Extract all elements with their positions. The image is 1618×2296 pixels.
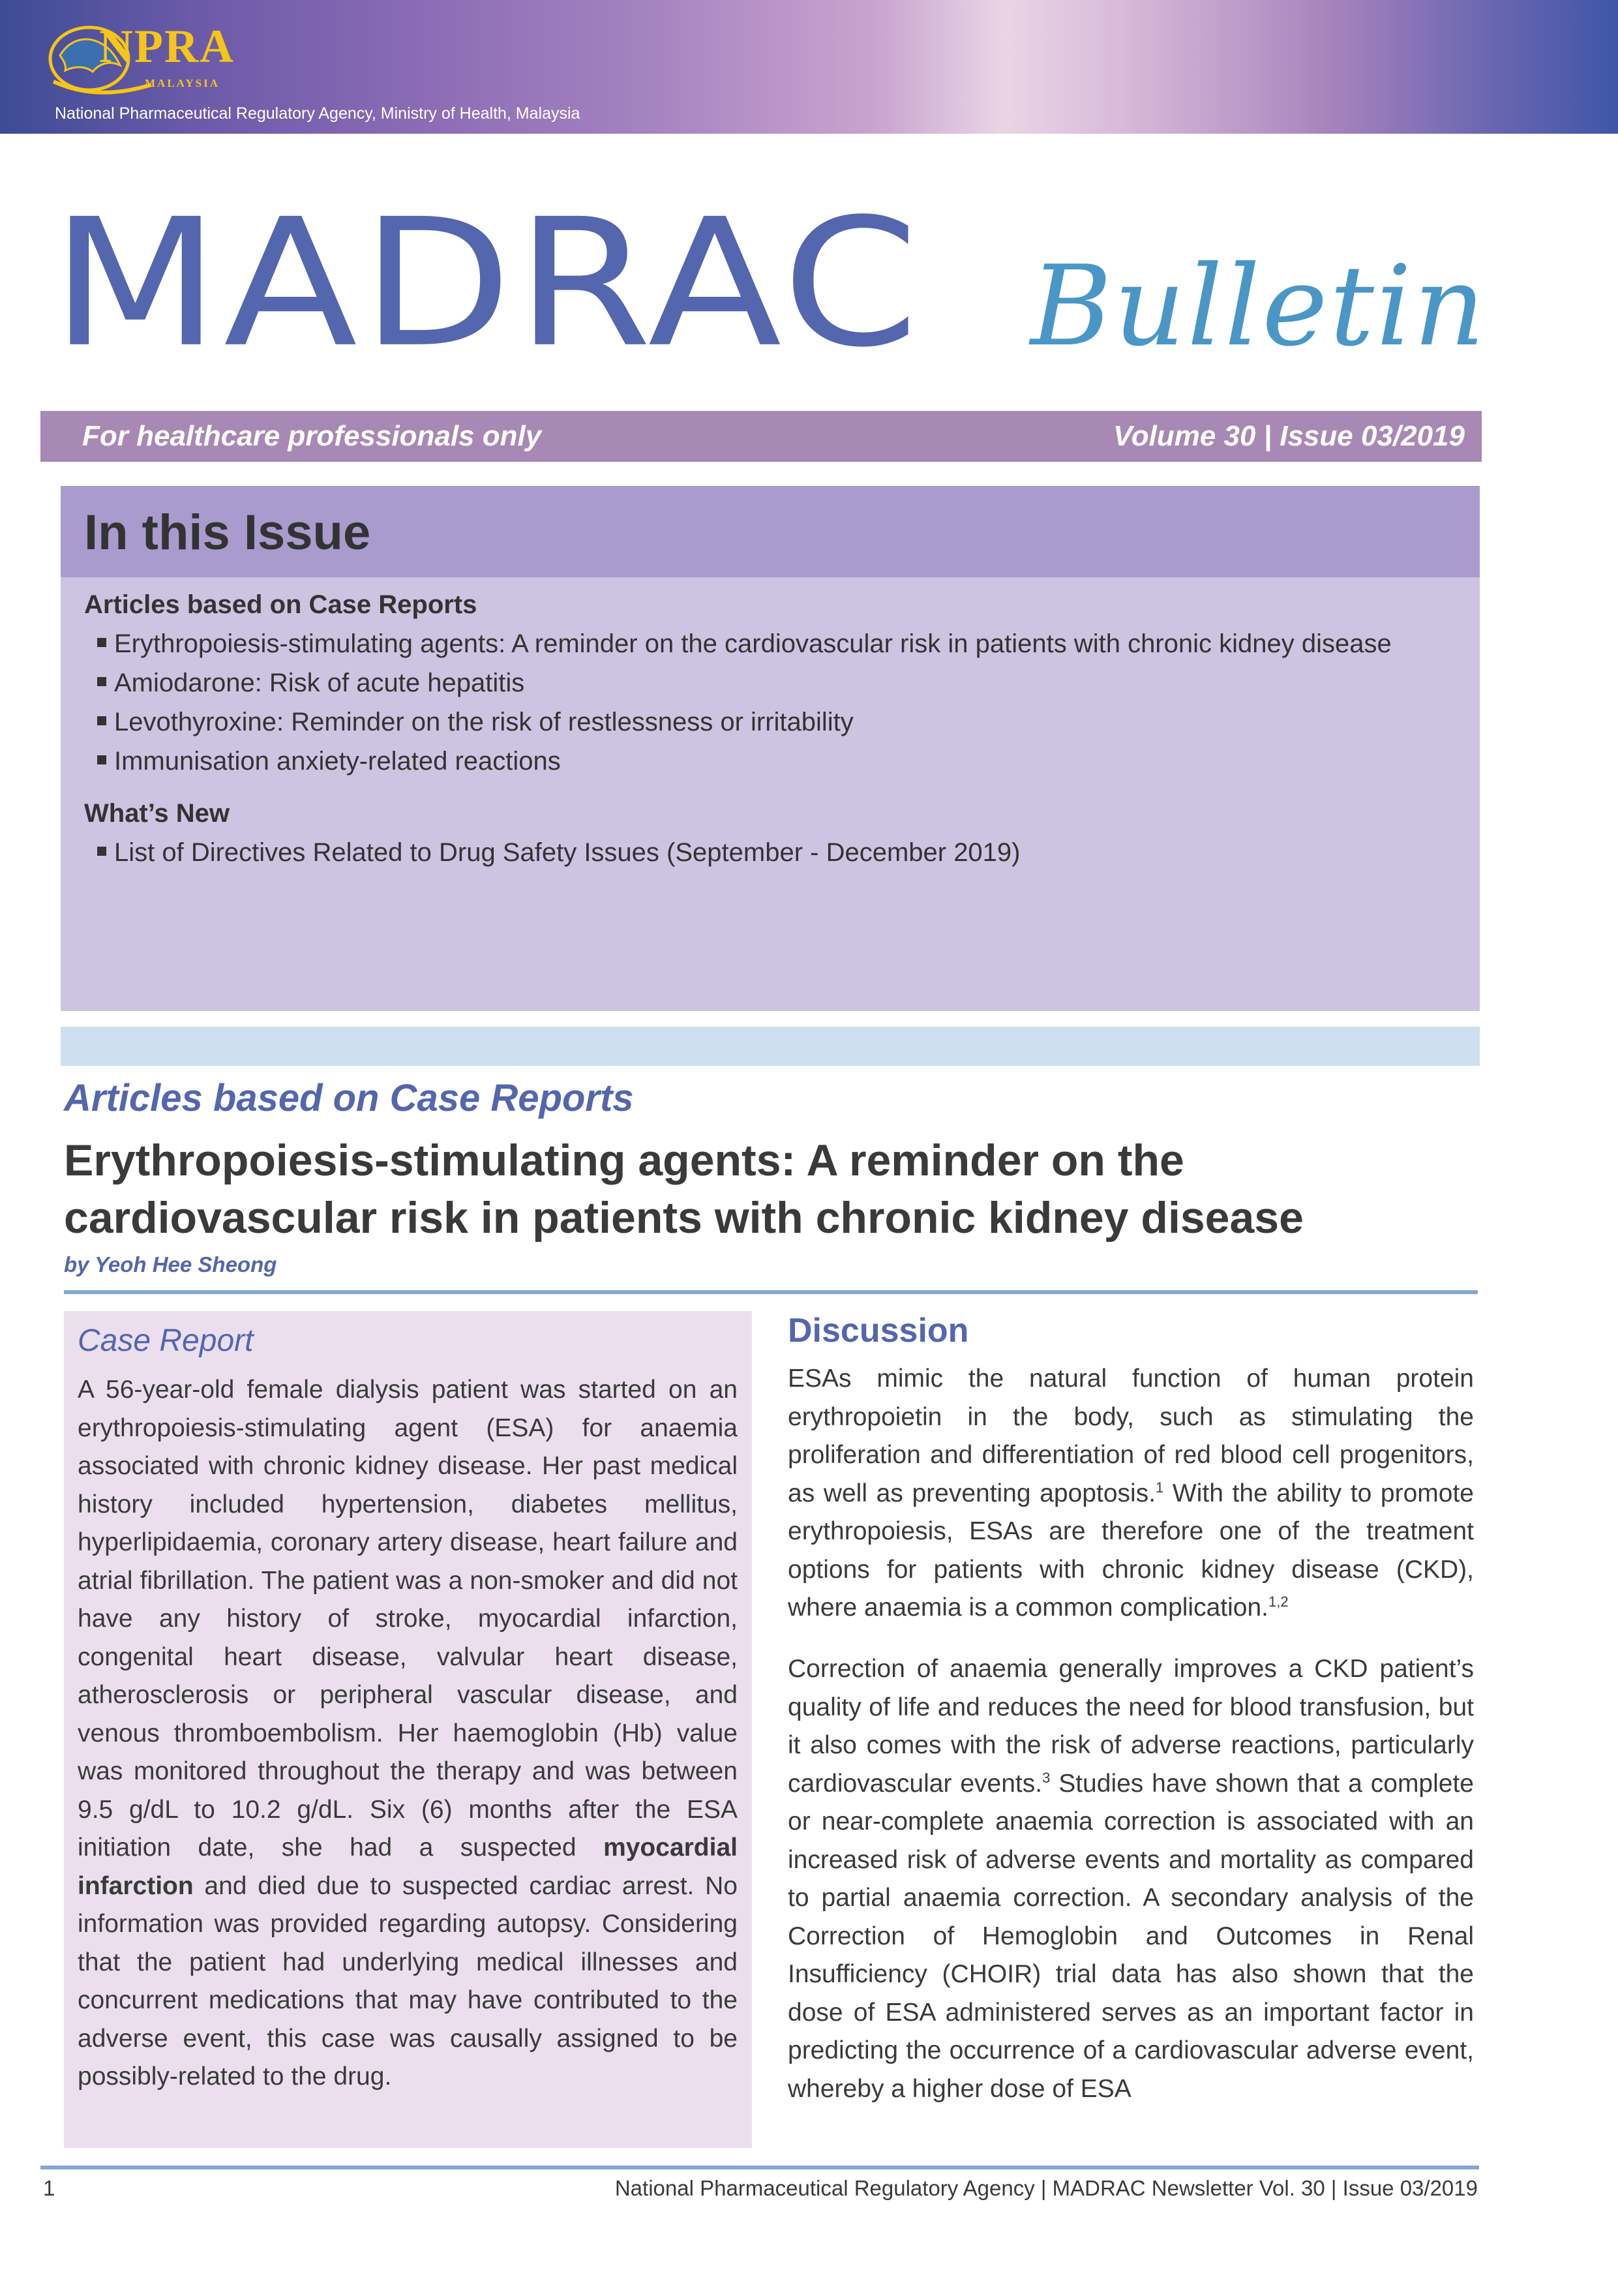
in-this-issue-header xyxy=(61,486,1480,577)
case-report-body: A 56-year-old female dialysis patient was started on an erythropoiesis-stimulating agent (ESA) for anaemia associated with chronic kidney disease. Her past medical history included hypertension, diabetes mellitus, hyperlipidaemia, coronary artery disease, heart failure and atrial fibrillation. The patient was a non-smoker and did not have any history of stroke, myocardial infarction, congenital heart disease, valvular heart disease, atherosclerosis or peripheral vascular disease, and venous thromboembolism. Her haemoglobin (Hb) value was monitored throughout the therapy and was between 9.5 g/dL to 10.2 g/dL. Six (6) months after the ESA initiation date, she had a suspected myocardial infarction and died due to suspected cardiac arrest. No information was provided regarding autopsy. Considering that the patient had underlying medical illnesses and concurrent medications that may have contributed to the adverse event, this case was causally assigned to be possibly-related to the drug. xyxy=(78,1376,738,2091)
agency-line: National Pharmaceutical Regulatory Agency, Ministry of Health, Malaysia xyxy=(55,104,580,123)
footer-text: National Pharmaceutical Regulatory Agency | MADRAC Newsletter Vol. 30 | Issue 03/2019 xyxy=(614,2176,1478,2200)
divider xyxy=(64,1290,1478,1294)
logo-wordmark: NPRA xyxy=(99,20,235,72)
discussion-title: Discussion xyxy=(788,1312,969,1350)
list-item: Levothyroxine: Reminder on the risk of restlessness or irritability xyxy=(97,708,854,737)
in-this-issue-box xyxy=(61,486,1480,1011)
divider-strip xyxy=(61,1027,1480,1066)
emphasis-text: myocardial infarction xyxy=(78,1834,738,1900)
in-this-issue-title: In this Issue xyxy=(84,505,371,560)
issue-section-heading: What’s New xyxy=(84,799,230,828)
case-report-box xyxy=(64,1311,752,2148)
discussion-paragraph: ESAs mimic the natural function of human protein erythropoietin in the body, such as stimulating the proliferation and differentiation of red blood cell progenitors, as well as preventing apoptosis.$^1$ With the ability to promote erythropoiesis, ESAs are therefore one of the treatment options for patients with chronic kidney disease (CKD), where anaemia is a common complication.$^{1,2}$ xyxy=(788,1365,1474,1622)
page-number: 1 xyxy=(43,2176,55,2200)
logo-subtext: MALAYSIA xyxy=(145,77,220,89)
bullet-icon xyxy=(97,638,106,647)
footer-divider xyxy=(40,2166,1479,2169)
list-item: Immunisation anxiety-related reactions xyxy=(97,747,561,776)
list-item: Amiodarone: Risk of acute hepatitis xyxy=(97,669,524,698)
bullet-icon xyxy=(97,677,106,686)
bullet-icon xyxy=(97,847,106,856)
section-label: Articles based on Case Reports xyxy=(64,1077,634,1119)
case-report-title: Case Report xyxy=(78,1323,254,1358)
list-item: Erythropoiesis-stimulating agents: A reminder on the cardiovascular risk in patients with chronic kidney disease xyxy=(97,629,1392,659)
list-item: List of Directives Related to Drug Safety Issues (September - December 2019) xyxy=(97,838,1021,868)
discussion-paragraph: Correction of anaemia generally improves a CKD patient’s quality of life and reduces the need for blood transfusion, but it also comes with the risk of adverse reactions, particularly cardiovascular events.$^3$ Studies have shown that a complete or near-complete anaemia correction is associated with an increased risk of adverse events and mortality as compared to partial anaemia correction. A secondary analysis of the Correction of Hemoglobin and Outcomes in Renal Insufficiency (CHOIR) trial data has also shown that the dose of ESA administered serves as an important factor in predicting the occurrence of a cardiovascular adverse event, whereby a higher dose of ESA xyxy=(788,1655,1474,2103)
article-title: Erythropoiesis-stimulating agents: A reminder on the cardiovascular risk in patients with chronic kidney disease xyxy=(64,1136,1304,1243)
masthead-subbar xyxy=(40,411,1482,462)
bullet-icon xyxy=(97,716,106,725)
header-banner xyxy=(0,0,1618,134)
audience-label: For healthcare professionals only xyxy=(82,420,542,452)
issue-section-heading: Articles based on Case Reports xyxy=(84,590,477,619)
byline: by Yeoh Hee Sheong xyxy=(64,1252,277,1276)
volume-issue: Volume 30 | Issue 03/2019 xyxy=(1113,420,1465,452)
masthead-script: Bulletin xyxy=(1030,242,1487,371)
bullet-icon xyxy=(97,755,106,764)
masthead-title: MADRAC xyxy=(51,181,923,386)
